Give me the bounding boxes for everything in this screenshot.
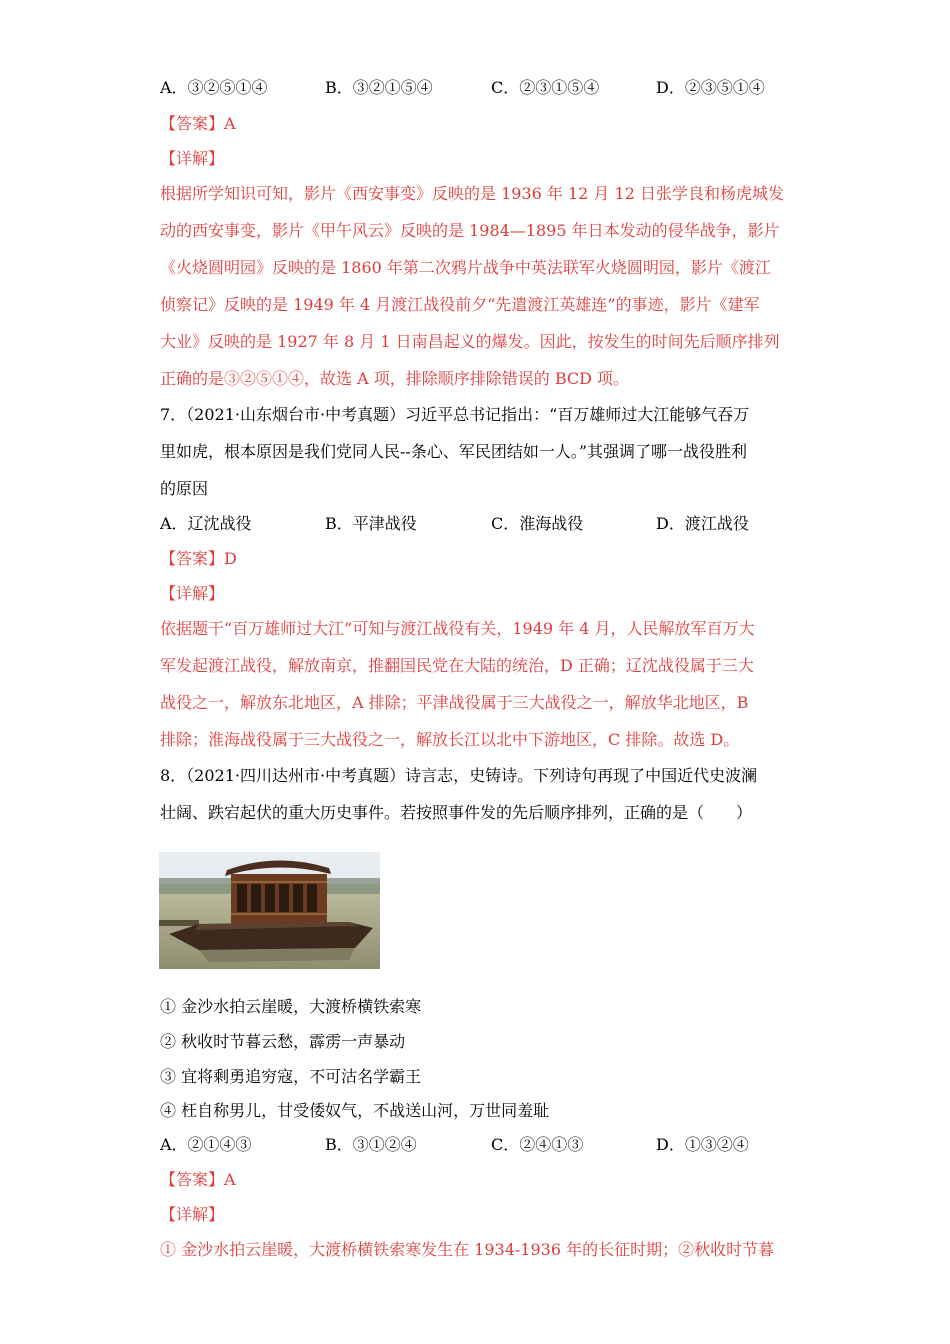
q6-detail-line: 《火烧圆明园》反映的是 1860 年第二次鸦片战争中英法联军火烧圆明园，影片《渡江 — [160, 258, 771, 277]
q8-option-d: D．①③②④ — [656, 1135, 749, 1154]
q7-detail-label: 【详解】 — [160, 584, 225, 603]
q6-detail-line: 大业》反映的是 1927 年 8 月 1 日南昌起义的爆发。因此，按发生的时间先后顺序排列 — [160, 332, 780, 351]
q8-detail-line: ① 金沙水拍云崖暖，大渡桥横铁索寒发生在 1934-1936 年的长征时期；②秋收时节暮 — [160, 1240, 775, 1259]
q8-poem-line: ② 秋收时节暮云愁，霹雳一声暴动 — [160, 1032, 406, 1051]
q6-detail-line: 侦察记》反映的是 1949 年 4 月渡江战役前夕“先遣渡江英雄连”的事迹，影片《建军 — [160, 295, 760, 314]
q6-detail-label: 【详解】 — [160, 149, 225, 168]
q7-detail-line: 军发起渡江战役，解放南京，推翻国民党在大陆的统治，D 正确；辽沈战役属于三大 — [160, 656, 754, 675]
q7-option-a: A．辽沈战役 — [160, 514, 252, 533]
q7-stem-line: 里如虎，根本原因是我们党同人民--条心、军民团结如一人。”其强调了哪一战役胜利 — [160, 442, 747, 461]
q8-option-a: A．②①④③ — [160, 1135, 252, 1154]
q8-stem-line: 8．（2021·四川达州市·中考真题）诗言志，史铸诗。下列诗句再现了中国近代史波澜 — [160, 766, 758, 785]
q8-answer: 【答案】A — [160, 1170, 236, 1189]
q6-detail-line: 动的西安事变，影片《甲午风云》反映的是 1984—1895 年日本发动的侵华战争，影片 — [160, 221, 780, 240]
q7-detail-line: 排除；淮海战役属于三大战役之一，解放长江以北中下游地区，C 排除。故选 D。 — [160, 730, 740, 749]
q6-answer: 【答案】A — [160, 114, 236, 133]
q7-detail-line: 依据题干“百万雄师过大江”可知与渡江战役有关，1949 年 4 月，人民解放军百万大 — [160, 619, 755, 638]
q6-option-a: A．③②⑤①④ — [160, 78, 268, 97]
q7-answer: 【答案】D — [160, 549, 237, 568]
q8-detail-label: 【详解】 — [160, 1205, 225, 1224]
q8-stem-line: 壮阔、跌宕起伏的重大历史事件。若按照事件发的先后顺序排列，正确的是（ ） — [160, 803, 753, 822]
q7-detail-line: 战役之一，解放东北地区，A 排除；平津战役属于三大战役之一，解放华北地区，B — [160, 693, 749, 712]
q7-option-c: C．淮海战役 — [491, 514, 584, 533]
q7-stem-line: 7．（2021·山东烟台市·中考真题）习近平总书记指出：“百万雄师过大江能够气吞万 — [160, 405, 750, 424]
q6-option-b: B．③②①⑤④ — [325, 78, 433, 97]
q7-stem-line: 的原因 — [160, 479, 209, 498]
q7-option-b: B．平津战役 — [325, 514, 417, 533]
red-boat-photo — [159, 852, 380, 969]
q6-detail-line: 根据所学知识可知，影片《西安事变》反映的是 1936 年 12 月 12 日张学良和杨虎城发 — [160, 184, 784, 203]
q6-option-c: C．②③①⑤④ — [491, 78, 600, 97]
q8-option-b: B．③①②④ — [325, 1135, 417, 1154]
q8-poem-line: ③ 宜将剩勇追穷寇，不可沽名学霸王 — [160, 1067, 422, 1086]
q6-option-d: D．②③⑤①④ — [656, 78, 765, 97]
q8-option-c: C．②④①③ — [491, 1135, 584, 1154]
q6-detail-line: 正确的是③②⑤①④，故选 A 项，排除顺序排除错误的 BCD 项。 — [160, 369, 630, 388]
q8-poem-line: ① 金沙水拍云崖暖，大渡桥横铁索寒 — [160, 997, 422, 1016]
q7-option-d: D．渡江战役 — [656, 514, 749, 533]
q8-poem-line: ④ 枉自称男儿，甘受倭奴气，不战送山河，万世同羞耻 — [160, 1101, 550, 1120]
